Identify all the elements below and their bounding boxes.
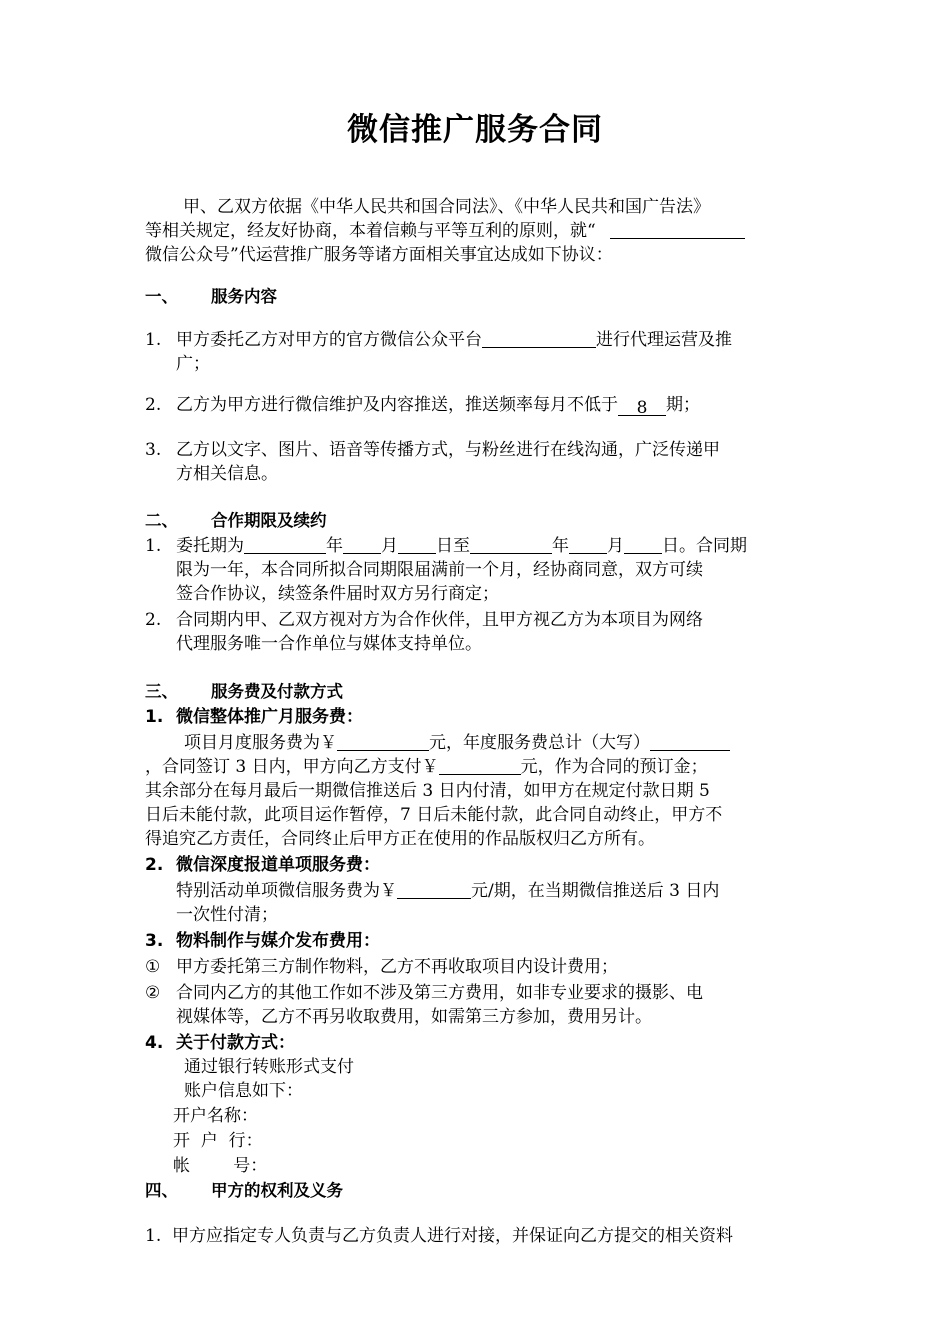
blank-end-day: [624, 534, 662, 554]
section-3-num: 三、: [145, 682, 178, 701]
s3-part-4-title: 关于付款方式：: [176, 1033, 295, 1053]
s3-part-2-title: 微信深度报道单项服务费：: [176, 855, 380, 875]
s2-item-1-num: 1.: [145, 536, 162, 556]
account-name-label: 开户名称：: [173, 1106, 258, 1126]
blank-end-year: [470, 534, 552, 554]
blank-account-name: [610, 219, 745, 239]
intro-line-2: 等相关规定，经友好协商，本着信赖与平等互利的原则，就“: [145, 219, 745, 243]
s3-part-1-line-1: 项目月度服务费为￥ 元，年度服务费总计（大写）: [184, 731, 730, 755]
s2-item-1-line-1: 委托期为 年 月 日至 年 月 日。合同期: [176, 536, 747, 556]
section-2-num: 二、: [145, 511, 178, 530]
s3-part-3-num: 3.: [145, 931, 164, 951]
blank-annual-fee: [650, 731, 730, 751]
s1-item-1-line-1: 甲方委托乙方对甲方的官方微信公众平台 进行代理运营及推: [176, 330, 732, 350]
blank-start-month: [343, 534, 381, 554]
blank-monthly-fee: [337, 731, 429, 751]
s3-part-2-line-1: 特别活动单项微信服务费为￥ 元/期，在当期微信推送后 3 日内: [176, 881, 720, 901]
s1-item-3-num: 3.: [145, 440, 162, 460]
section-1-title: 服务内容: [211, 287, 277, 306]
section-2-title: 合作期限及续约: [211, 511, 327, 530]
intro-line-3: 微信公众号”代运营推广服务等诸方面相关事宜达成如下协议：: [145, 245, 613, 265]
s3-part-4-line-1: 通过银行转账形式支付: [184, 1057, 354, 1077]
s3-part-2-line-2: 一次性付清；: [176, 905, 278, 925]
s2-item-2-line-2: 代理服务唯一合作单位与媒体支持单位。: [176, 634, 482, 654]
s3-part-3-clause-1: 甲方委托第三方制作物料，乙方不再收取项目内设计费用；: [176, 957, 618, 977]
s3-part-2-num: 2.: [145, 855, 164, 875]
s4-item-1-num: 1.: [145, 1226, 162, 1246]
blank-start-day: [398, 534, 436, 554]
circled-two-marker: ②: [145, 983, 161, 1003]
s3-part-1-line-5: 得追究乙方责任，合同终止后甲方正在使用的作品版权归乙方所有。: [145, 829, 655, 849]
s3-part-3-title: 物料制作与媒介发布费用：: [176, 931, 380, 951]
page-title: 微信推广服务合同: [347, 112, 603, 148]
s2-item-1-line-3: 签合作协议，续签条件届时双方另行商定；: [176, 584, 499, 604]
s2-item-1-line-2: 限为一年，本合同所拟合同期限届满前一个月，经协商同意，双方可续: [176, 560, 703, 580]
account-bank-label: 开 户 行：: [173, 1131, 263, 1151]
s3-part-4-num: 4.: [145, 1033, 164, 1053]
s3-part-4-line-2: 账户信息如下：: [184, 1081, 303, 1101]
account-number-label: 帐 号：: [173, 1156, 268, 1176]
section-4-title: 甲方的权利及义务: [211, 1181, 343, 1200]
s1-item-1-line-2: 广；: [176, 354, 210, 374]
s1-item-2-num: 2.: [145, 395, 162, 415]
push-frequency-value: 8: [618, 396, 666, 416]
s3-part-1-title: 微信整体推广月服务费：: [176, 707, 363, 727]
section-1-num: 一、: [145, 287, 178, 306]
blank-start-year: [244, 534, 326, 554]
s3-part-1-num: 1.: [145, 707, 164, 727]
s3-part-1-line-2: ，合同签订 3 日内，甲方向乙方支付￥ 元，作为合同的预订金；: [145, 757, 708, 777]
intro-line-1: 甲、乙双方依据《中华人民共和国合同法》、《中华人民共和国广告法》: [183, 197, 710, 217]
s1-item-3-line-1: 乙方以文字、图片、语音等传播方式，与粉丝进行在线沟通，广泛传递甲: [176, 440, 720, 460]
s3-part-1-line-3: 其余部分在每月最后一期微信推送后 3 日内付清，如甲方在规定付款日期 5: [145, 781, 710, 801]
s4-item-1-line-1: 甲方应指定专人负责与乙方负责人进行对接，并保证向乙方提交的相关资料: [172, 1226, 733, 1246]
s3-part-3-clause-2-line-2: 视媒体等，乙方不再另收取费用，如需第三方参加，费用另计。: [176, 1007, 652, 1027]
s3-part-1-line-4: 日后未能付款，此项目运作暂停，7 日后未能付款，此合同自动终止，甲方不: [145, 805, 723, 825]
blank-single-fee: [397, 879, 471, 899]
s1-item-3-line-2: 方相关信息。: [176, 464, 278, 484]
blank-platform: [482, 328, 596, 348]
s2-item-2-num: 2.: [145, 610, 162, 630]
blank-end-month: [569, 534, 607, 554]
section-4-num: 四、: [145, 1181, 178, 1200]
section-3-title: 服务费及付款方式: [211, 682, 343, 701]
circled-one-marker: ①: [145, 957, 161, 977]
blank-deposit: [439, 755, 521, 775]
s1-item-2-line: 乙方为甲方进行微信维护及内容推送，推送频率每月不低于 8 期；: [176, 395, 700, 418]
s2-item-2-line-1: 合同期内甲、乙双方视对方为合作伙伴，且甲方视乙方为本项目为网络: [176, 610, 703, 630]
s3-part-3-clause-2-line-1: 合同内乙方的其他工作如不涉及第三方费用，如非专业要求的摄影、电: [176, 983, 703, 1003]
s1-item-1-num: 1.: [145, 330, 162, 350]
